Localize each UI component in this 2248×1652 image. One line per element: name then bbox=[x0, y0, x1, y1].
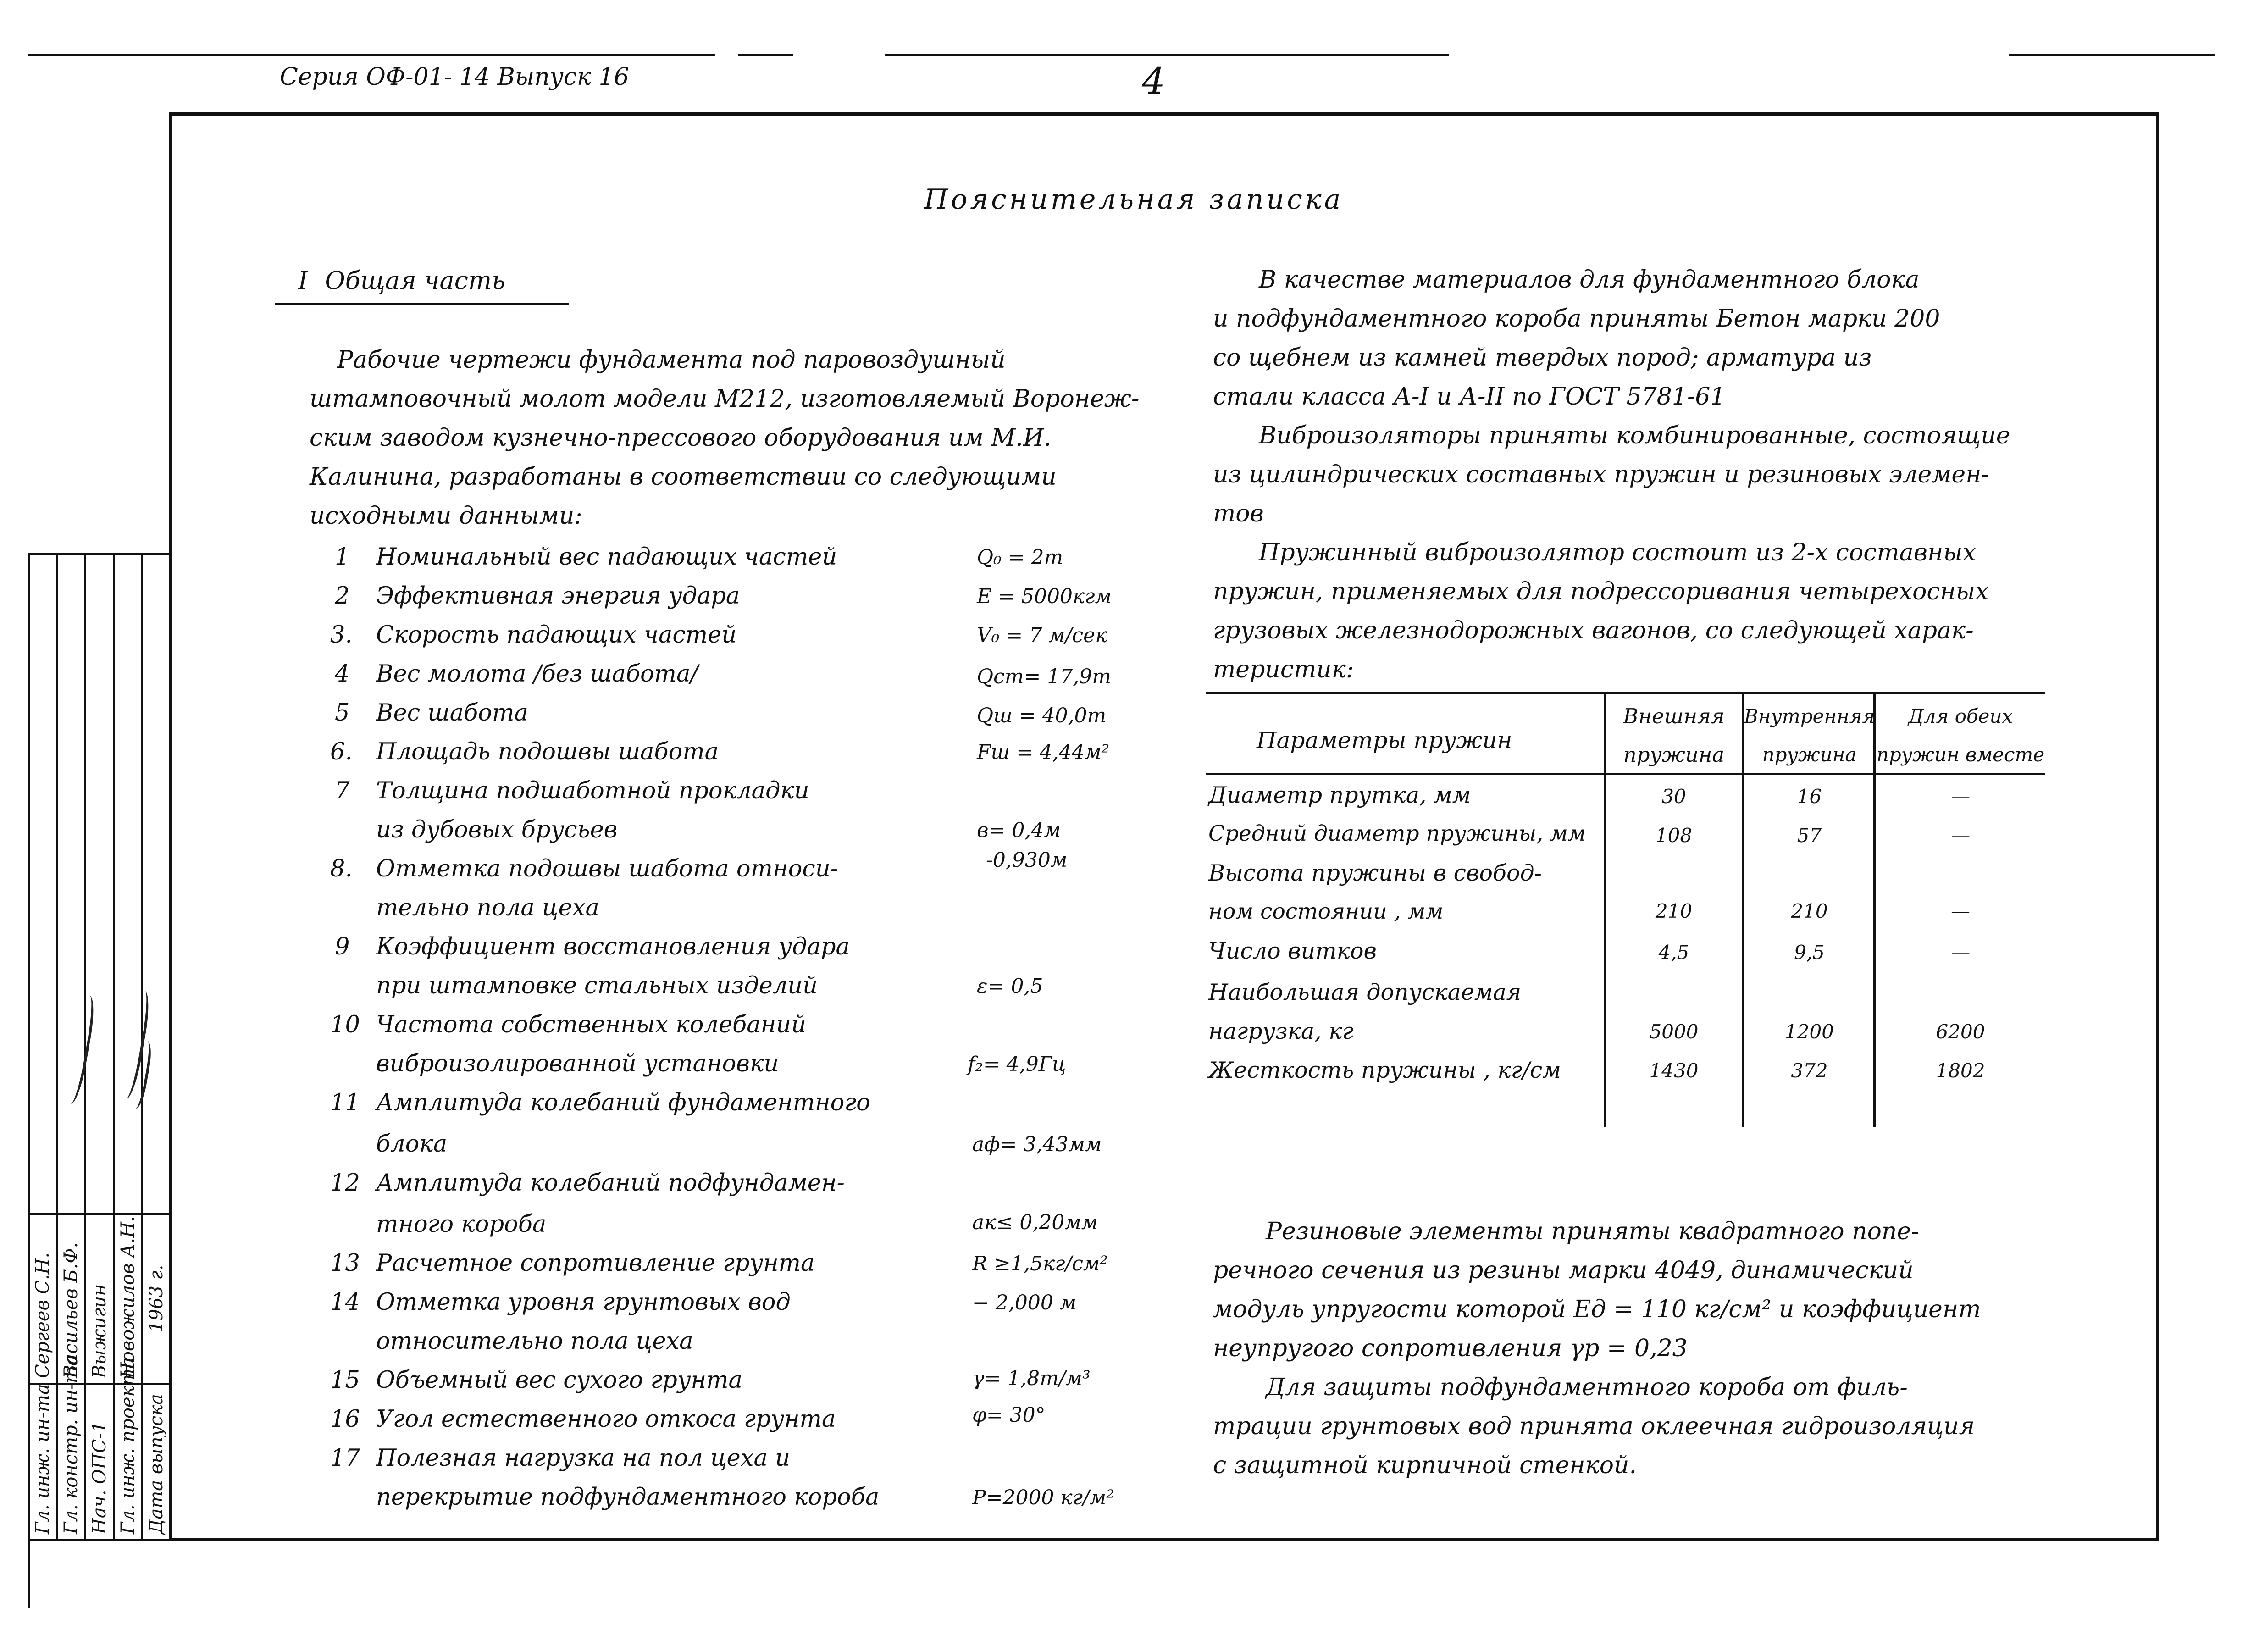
item-number: 8. bbox=[330, 855, 353, 882]
right-line: Виброизоляторы приняты комбинированные, состоящие bbox=[1259, 422, 2010, 449]
table-cell-outer: 4,5 bbox=[1658, 941, 1689, 964]
item-number: 7 bbox=[335, 777, 350, 804]
stamp-row-rule bbox=[28, 1213, 172, 1215]
item-text: Коэффициент восстановления удара bbox=[376, 933, 850, 960]
item-value: E = 5000кгм bbox=[977, 585, 1112, 608]
right-line: грузовых железнодорожных вагонов, со следующей харак- bbox=[1213, 617, 1974, 644]
stamp-col-rule bbox=[113, 553, 115, 1539]
item-text: Вес молота /без шабота/ bbox=[376, 660, 698, 687]
table-header-outer: Внешняя пружина bbox=[1623, 704, 1725, 767]
item-value: в= 0,4м bbox=[977, 819, 1061, 842]
table-cell-both: — bbox=[1951, 824, 1970, 847]
item-text: виброизолированной установки bbox=[376, 1050, 779, 1077]
table-header-inner: Внутренняя пружина bbox=[1744, 705, 1875, 766]
right-line: В качестве материалов для фундаментного блока bbox=[1259, 266, 1920, 294]
stamp-role: Гл. констр. ин-та bbox=[61, 1355, 82, 1534]
table-param: Число витков bbox=[1208, 938, 1377, 964]
stamp-col-rule bbox=[56, 553, 58, 1539]
stamp-name: Сергеев С.Н. bbox=[32, 1252, 53, 1378]
table-cell-inner: 57 bbox=[1797, 824, 1822, 847]
item-number: 6. bbox=[330, 738, 353, 765]
item-value: Qш = 40,0т bbox=[977, 704, 1107, 727]
header-rule-4 bbox=[2009, 54, 2215, 56]
series-label: Серия ОФ-01- 14 Выпуск 16 bbox=[280, 63, 629, 91]
stamp-role: Нач. ОПС-1 bbox=[89, 1421, 110, 1534]
table-param: нагрузка, кг bbox=[1208, 1018, 1354, 1044]
item-text: Эффективная энергия удара bbox=[376, 582, 740, 610]
item-text: из дубовых брусьев bbox=[376, 816, 618, 843]
intro-line: штамповочный молот модели М212, изготовляемый Воронеж- bbox=[310, 385, 1140, 413]
right-bottom-line: трации грунтовых вод принята оклеечная гидроизоляция bbox=[1213, 1413, 1975, 1440]
item-text: Отметка подошвы шабота относи- bbox=[376, 855, 838, 882]
table-cell-inner: 9,5 bbox=[1794, 941, 1825, 964]
right-line: из цилиндрических составных пружин и резиновых элемен- bbox=[1213, 461, 1989, 488]
table-col-rule bbox=[1604, 692, 1606, 1127]
table-cell-both: 1802 bbox=[1936, 1059, 1985, 1082]
item-number: 16 bbox=[330, 1406, 360, 1433]
item-number: 10 bbox=[330, 1011, 360, 1038]
item-number: 14 bbox=[330, 1289, 360, 1316]
stamp-role: Гл. инж. ин-та bbox=[32, 1384, 53, 1534]
table-cell-inner: 210 bbox=[1791, 900, 1828, 922]
item-text: Частота собственных колебаний bbox=[376, 1011, 806, 1038]
right-bottom-line: Для защиты подфундаментного короба от филь- bbox=[1266, 1374, 1908, 1401]
table-cell-both: — bbox=[1951, 941, 1970, 964]
item-text: Угол естественного откоса грунта bbox=[376, 1406, 836, 1433]
item-text: Скорость падающих частей bbox=[376, 621, 737, 649]
item-text: Амплитуда колебаний подфундамен- bbox=[376, 1170, 845, 1197]
item-number: 12 bbox=[330, 1170, 360, 1197]
item-number: 2 bbox=[335, 582, 350, 610]
header-rule-1 bbox=[28, 54, 715, 56]
table-cell-inner: 16 bbox=[1797, 785, 1822, 808]
intro-line: исходными данными: bbox=[310, 502, 582, 530]
table-cell-outer: 1430 bbox=[1649, 1059, 1699, 1082]
right-line: со щебнем из камней твердых пород; арматура из bbox=[1213, 344, 1872, 371]
item-value: V₀ = 7 м/сек bbox=[977, 624, 1107, 647]
stamp-role: Гл. инж. проекта bbox=[117, 1357, 138, 1534]
table-param: Диаметр прутка, мм bbox=[1208, 782, 1471, 808]
item-text: Толщина подшаботной прокладки bbox=[376, 777, 809, 804]
item-text: тного короба bbox=[376, 1211, 547, 1238]
table-top-rule bbox=[1206, 692, 2045, 694]
right-line: пружин, применяемых для подрессоривания четырехосных bbox=[1213, 578, 1989, 605]
item-number: 4 bbox=[335, 660, 350, 687]
header-rule-2 bbox=[738, 54, 793, 56]
table-cell-inner: 372 bbox=[1791, 1059, 1828, 1082]
right-line: теристик: bbox=[1213, 656, 1354, 683]
table-header-both: Для обеих пружин вместе bbox=[1876, 705, 2045, 766]
item-text: Вес шабота bbox=[376, 699, 528, 726]
table-param: Наибольшая допускаемая bbox=[1208, 979, 1522, 1005]
title-block-stamp bbox=[28, 553, 174, 1539]
item-text: Амплитуда колебаний фундаментного bbox=[376, 1089, 870, 1116]
item-value: − 2,000 м bbox=[972, 1291, 1077, 1314]
table-cell-both: — bbox=[1951, 785, 1970, 808]
table-param: Жесткость пружины , кг/см bbox=[1208, 1057, 1561, 1083]
item-number: 13 bbox=[330, 1250, 360, 1277]
item-value: P=2000 кг/м² bbox=[972, 1486, 1114, 1509]
intro-line: Калинина, разработаны в соответствии со следующими bbox=[310, 463, 1057, 491]
table-header-param: Параметры пружин bbox=[1257, 727, 1512, 754]
section-heading bbox=[298, 266, 505, 295]
item-text: Полезная нагрузка на пол цеха и bbox=[376, 1445, 790, 1472]
right-line: стали класса А-I и А-II по ГОСТ 5781-61 bbox=[1213, 383, 1726, 410]
stamp-name: Новожилов А.Н. bbox=[117, 1216, 138, 1378]
section-roman: I bbox=[298, 266, 308, 295]
item-value: aк≤ 0,20мм bbox=[972, 1211, 1098, 1234]
section-underline bbox=[275, 303, 569, 305]
right-bottom-line: речного сечения из резины марки 4049, динамический bbox=[1213, 1257, 1914, 1284]
item-number: 15 bbox=[330, 1367, 360, 1394]
item-text: Площадь подошвы шабота bbox=[376, 738, 719, 765]
table-param: Высота пружины в свобод- bbox=[1208, 860, 1542, 886]
binding-rule-horizontal bbox=[28, 1539, 172, 1541]
signature-mark bbox=[58, 993, 98, 1105]
intro-line: ским заводом кузнечно-прессового оборудования им М.И. bbox=[310, 424, 1052, 452]
stamp-name: Выжигин bbox=[89, 1284, 110, 1378]
item-value: Qсm= 17,9т bbox=[977, 665, 1111, 688]
item-number: 11 bbox=[330, 1089, 360, 1116]
table-cell-both: — bbox=[1951, 900, 1970, 922]
stamp-name: 1963 г. bbox=[146, 1264, 167, 1332]
item-text: блока bbox=[376, 1131, 448, 1158]
item-value: R ≥1,5кг/см² bbox=[972, 1252, 1108, 1275]
item-text: Номинальный вес падающих частей bbox=[376, 543, 837, 571]
stamp-role: Дата выпуска bbox=[146, 1394, 167, 1534]
item-value: γ= 1,8т/м³ bbox=[972, 1367, 1091, 1390]
table-cell-outer: 30 bbox=[1661, 785, 1686, 808]
right-bottom-line: с защитной кирпичной стенкой. bbox=[1213, 1452, 1637, 1479]
table-cell-inner: 1200 bbox=[1785, 1020, 1834, 1043]
item-value: Q₀ = 2т bbox=[977, 546, 1063, 569]
page-title: Пояснительная записка bbox=[924, 183, 1344, 216]
item-text: перекрытие подфундаментного короба bbox=[376, 1484, 880, 1511]
stamp-border-top bbox=[28, 553, 172, 555]
table-param: ном состоянии , мм bbox=[1208, 899, 1444, 924]
item-text: Отметка уровня грунтовых вод bbox=[376, 1289, 791, 1316]
item-number: 1 bbox=[335, 543, 350, 571]
right-line: и подфундаментного короба приняты Бетон марки 200 bbox=[1213, 305, 1940, 333]
stamp-name: Васильев Б.Ф. bbox=[61, 1242, 82, 1378]
item-value: Fш = 4,44м² bbox=[977, 741, 1110, 764]
right-line: тов bbox=[1213, 500, 1264, 527]
right-bottom-line: Резиновые элементы приняты квадратного попе- bbox=[1266, 1218, 1919, 1245]
table-cell-outer: 108 bbox=[1655, 824, 1693, 847]
item-number: 9 bbox=[335, 933, 350, 960]
item-number: 5 bbox=[335, 699, 350, 726]
page-number: 4 bbox=[1142, 60, 1165, 102]
section-label: Общая часть bbox=[325, 266, 505, 295]
item-text: при штамповке стальных изделий bbox=[376, 972, 818, 999]
item-text: тельно пола цеха bbox=[376, 894, 599, 921]
table-cell-outer: 5000 bbox=[1649, 1020, 1699, 1043]
right-line: Пружинный виброизолятор состоит из 2-х составных bbox=[1259, 539, 1976, 566]
right-bottom-line: неупругого сопротивления γр = 0,23 bbox=[1213, 1335, 1688, 1362]
item-number: 17 bbox=[330, 1445, 360, 1472]
table-param: Средний диаметр пружины, мм bbox=[1208, 821, 1586, 846]
intro-line: Рабочие чертежи фундамента под паровоздушный bbox=[337, 346, 1006, 374]
right-bottom-line: модуль упругости которой Ед = 110 кг/см² и коэффициент bbox=[1213, 1296, 1981, 1323]
item-value: -0,930м bbox=[986, 848, 1068, 872]
item-value: f₂= 4,9Гц bbox=[968, 1053, 1066, 1076]
header-rule-3 bbox=[885, 54, 1449, 56]
item-text: Объемный вес сухого грунта bbox=[376, 1367, 742, 1394]
table-cell-outer: 210 bbox=[1655, 900, 1693, 922]
item-text: Расчетное сопротивление грунта bbox=[376, 1250, 815, 1277]
item-number: 3. bbox=[330, 621, 353, 649]
table-cell-both: 6200 bbox=[1936, 1020, 1985, 1043]
item-value: ε= 0,5 bbox=[977, 975, 1043, 998]
item-value: aф= 3,43мм bbox=[972, 1133, 1102, 1156]
item-text: относительно пола цеха bbox=[376, 1328, 693, 1355]
item-value: φ= 30° bbox=[972, 1403, 1046, 1427]
